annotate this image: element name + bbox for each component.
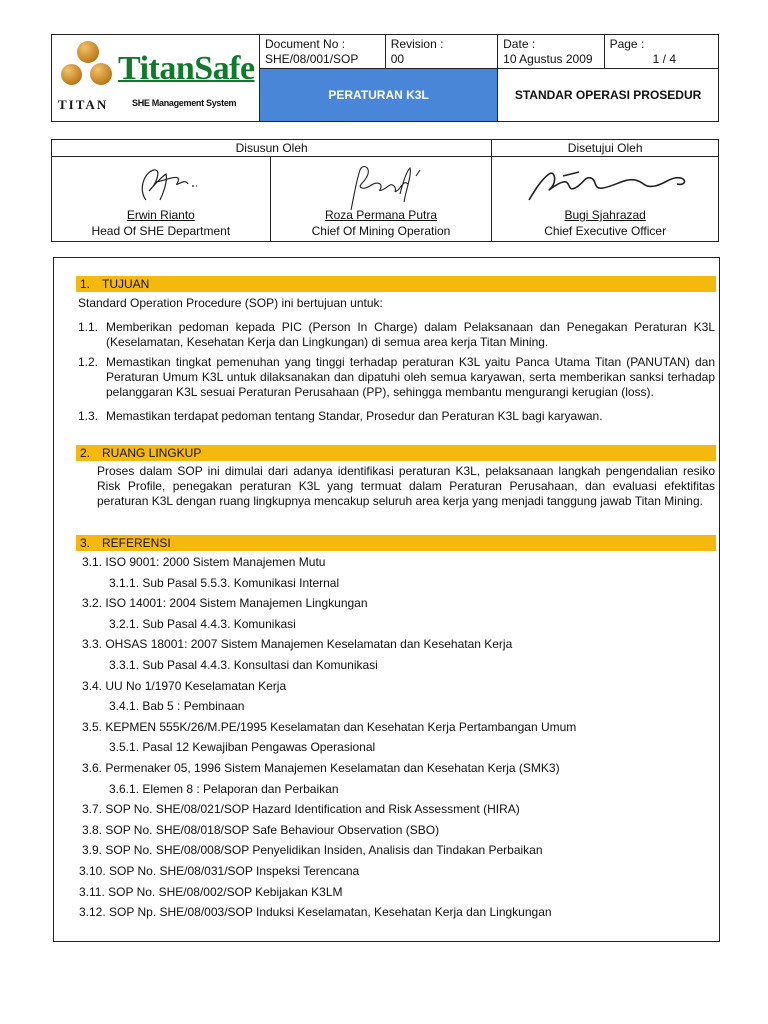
doc-no-cell (260, 35, 386, 69)
list-item: Memastikan terdapat pedoman tentang Standar, Prosedur dan Peraturan K3L bagi karyawan. (106, 409, 603, 423)
logo-tagline: SHE Management System (132, 98, 237, 108)
logo-company: TITAN (58, 97, 109, 112)
reference-item: 3.10. SOP No. SHE/08/031/SOP Inspeksi Terencana (79, 864, 360, 878)
reference-item: 3.12. SOP Np. SHE/08/003/SOP Induksi Keselamatan, Kesehatan Kerja dan Lingkungan (79, 905, 552, 919)
reference-item: 3.8. SOP No. SHE/08/018/SOP Safe Behaviour Observation (SBO) (82, 823, 440, 837)
page-cell (604, 35, 718, 69)
date-cell (498, 35, 604, 69)
doc-no-label: Document No : (265, 37, 346, 51)
section-heading (76, 445, 716, 461)
revision-label: Revision : (390, 37, 444, 51)
revision-cell (385, 35, 497, 69)
section-number: 2. (80, 446, 91, 460)
section-intro: Standard Operation Procedure (SOP) ini bertujuan untuk: (78, 296, 383, 310)
section-number: 3. (80, 536, 91, 550)
reference-item: 3.9. SOP No. SHE/08/008/SOP Penyelidikan Insiden, Analisis dan Tindakan Perbaikan (82, 843, 543, 857)
logo-ball-icon (61, 64, 82, 85)
doc-type: STANDAR OPERASI PROSEDUR (498, 69, 719, 122)
scope-paragraph: Proses dalam SOP ini dimulai dari adanya identifikasi peraturan K3L, pelaksanaan langkah pengendalian resiko Risk Profile, penegakan peraturan K3L yang termuat dalam Peraturan Perusahaan, dan evaluasi efektifitas peraturan K3L dengan ruang lingkupnya mencakup seluruh area kerja yang menjadi tanggung jawab Titan Mining. (97, 464, 715, 508)
reference-item: 3.3. OHSAS 18001: 2007 Sistem Manajemen Keselamatan dan Kesehatan Kerja (82, 637, 513, 651)
list-item: Memastikan tingkat pemenuhan yang tinggi terhadap peraturan K3L yaitu Panca Utama Titan (PANUTAN) dan Peraturan Umum K3L untuk dilaksanakan dan dipatuhi oleh semua karyawan, serta memberikan sanksi terhadap pelanggaran K3L sesuai Peraturan Perusahaan (PP), sehingga membantu mengurangi kerugian (loss). (106, 355, 715, 399)
approval-table (51, 139, 719, 242)
section-heading (76, 535, 716, 551)
logo-ball-icon (90, 63, 112, 85)
date-value: 10 Agustus 2009 (503, 52, 593, 66)
section-title: REFERENSI (102, 536, 171, 550)
reference-item: 3.1. ISO 9001: 2000 Sistem Manajemen Mutu (82, 555, 326, 569)
document-header (51, 34, 719, 122)
signature-icon (326, 160, 436, 214)
reference-item: 3.6.1. Elemen 8 : Pelaporan dan Perbaikan (109, 782, 339, 796)
list-number: 1.1. (78, 320, 99, 334)
document-body (53, 257, 720, 942)
signer-name: Bugi Sjahrazad (564, 208, 646, 222)
reference-item: 3.6. Permenaker 05, 1996 Sistem Manajemen Keselamatan dan Kesehatan Kerja (SMK3) (82, 761, 560, 775)
reference-item: 3.7. SOP No. SHE/08/021/SOP Hazard Identification and Risk Assessment (HIRA) (82, 802, 520, 816)
list-number: 1.3. (78, 409, 99, 423)
page-value: 1 / 4 (652, 52, 676, 66)
section-title: TUJUAN (102, 277, 150, 291)
signature-icon (515, 160, 695, 210)
logo-cell (52, 35, 260, 122)
doc-title: PERATURAN K3L (260, 69, 498, 122)
reference-item: 3.3.1. Sub Pasal 4.4.3. Konsultasi dan Komunikasi (109, 658, 378, 672)
logo-ball-icon (77, 41, 99, 63)
reference-item: 3.2. ISO 14001: 2004 Sistem Manajemen Lingkungan (82, 596, 368, 610)
titansafe-logo (52, 35, 259, 121)
reference-item: 3.4. UU No 1/1970 Keselamatan Kerja (82, 679, 287, 693)
reference-item: 3.11. SOP No. SHE/08/002/SOP Kebijakan K3LM (79, 885, 343, 899)
date-label: Date : (503, 37, 536, 51)
signer-name: Roza Permana Putra (324, 208, 437, 222)
approved-by-label: Disetujui Oleh (492, 140, 719, 157)
signature-icon (116, 160, 206, 210)
reference-item: 3.4.1. Bab 5 : Pembinaan (109, 699, 245, 713)
signer-name: Erwin Rianto (126, 208, 195, 222)
list-number: 1.2. (78, 355, 99, 369)
list-item: Memberikan pedoman kepada PIC (Person In Charge) dalam Pelaksanaan dan Penegakan Peraturan K3L (Keselamatan, Kesehatan Kerja dan Lingkungan) di semua area kerja Titan Mining. (106, 320, 715, 349)
signer-position: Head Of SHE Department (91, 224, 231, 238)
signer-position: Chief Executive Officer (544, 224, 667, 238)
reference-item: 3.2.1. Sub Pasal 4.4.3. Komunikasi (109, 617, 296, 631)
reference-item: 3.5. KEPMEN 555K/26/M.PE/1995 Keselamatan dan Kesehatan Kerja Pertambangan Umum (82, 720, 577, 734)
revision-value: 00 (390, 52, 405, 66)
section-heading (76, 276, 716, 292)
section-number: 1. (80, 277, 91, 291)
doc-no-value: SHE/08/001/SOP (265, 52, 359, 66)
reference-item: 3.5.1. Pasal 12 Kewajiban Pengawas Operasional (109, 740, 376, 754)
signer-cell (52, 157, 271, 242)
prepared-by-label: Disusun Oleh (52, 140, 492, 157)
reference-item: 3.1.1. Sub Pasal 5.5.3. Komunikasi Internal (109, 576, 340, 590)
signer-position: Chief Of Mining Operation (311, 224, 451, 238)
signer-cell (492, 157, 719, 242)
section-title: RUANG LINGKUP (102, 446, 202, 460)
logo-brand: TitanSafe (118, 50, 255, 87)
signer-cell (270, 157, 492, 242)
page-label: Page : (609, 37, 645, 51)
